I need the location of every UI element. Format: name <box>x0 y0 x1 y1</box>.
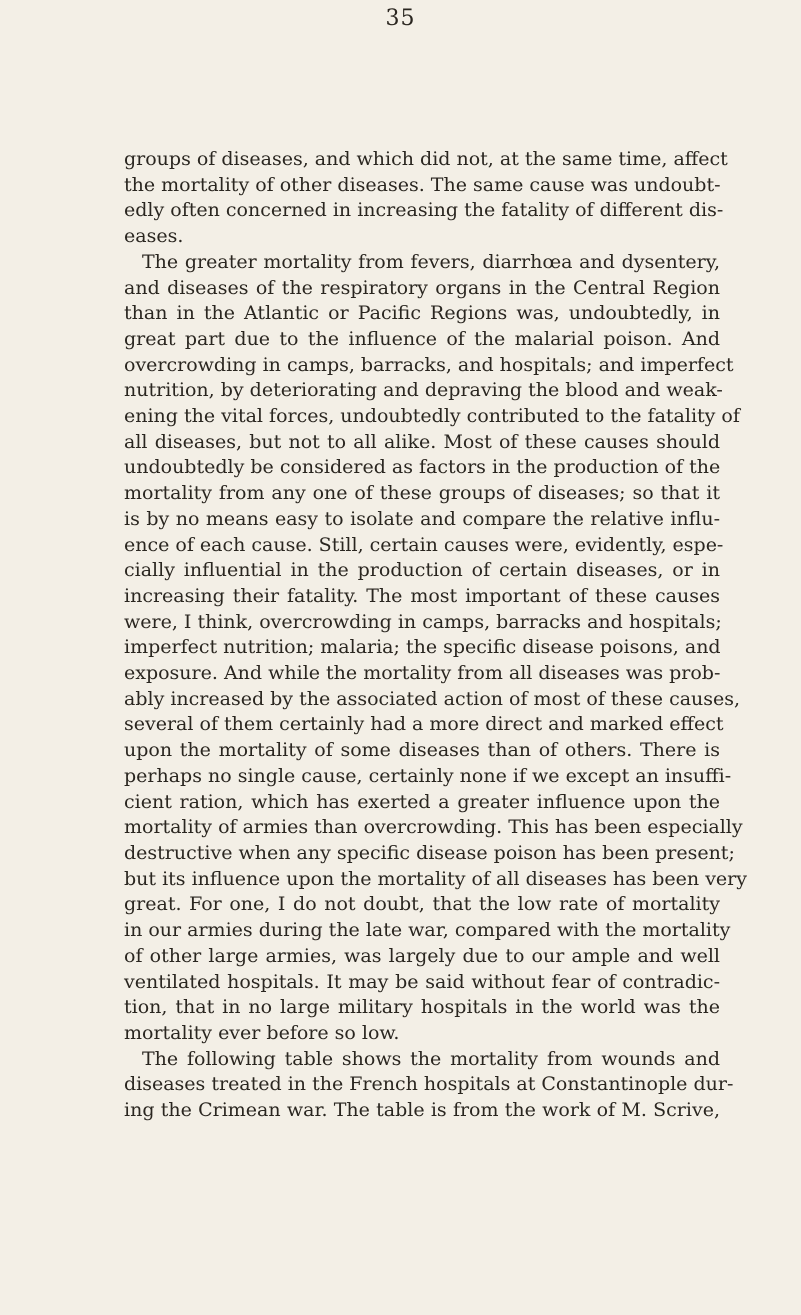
text-line: great. For one, I do not doubt, that the low rate of mortality <box>124 893 720 916</box>
text-line: ening the vital forces, undoubtedly contributed to the fatality of <box>124 405 740 428</box>
text-line: overcrowding in camps, barracks, and hospitals; and imperfect <box>124 353 734 376</box>
text-line: destructive when any specific disease poison has been present; <box>124 841 735 864</box>
text-line: mortality from any one of these groups of diseases; so that it <box>124 482 720 505</box>
text-line: but its influence upon the mortality of all diseases has been very <box>124 867 747 890</box>
text-line: cially influential in the production of certain diseases, or in <box>124 559 720 582</box>
text-line: mortality ever before so low. <box>124 1021 400 1044</box>
text-line: perhaps no single cause, certainly none if we except an insuffi- <box>124 764 732 787</box>
text-line: were, I think, overcrowding in camps, barracks and hospitals; <box>124 610 722 633</box>
text-line: nutrition, by deteriorating and depraving the blood and weak- <box>124 379 723 402</box>
text-line: groups of diseases, and which did not, at the same time, affect <box>124 148 728 170</box>
body-text <box>124 147 747 1124</box>
text-line: in our armies during the late war, compared with the mortality <box>124 919 731 942</box>
text-line: The greater mortality from fevers, diarrhœa and dysentery, <box>142 250 720 273</box>
text-line: cient ration, which has exerted a greater influence upon the <box>124 790 720 813</box>
text-line: increasing their fatality. The most important of these causes <box>124 584 720 607</box>
text-line: mortality of armies than overcrowding. This has been especially <box>124 816 743 839</box>
text-line: exposure. And while the mortality from all diseases was prob- <box>124 662 721 685</box>
text-line: ence of each cause. Still, certain causes were, evidently, espe- <box>124 533 724 556</box>
text-line: and diseases of the respiratory organs in the Central Region <box>124 276 720 299</box>
text-line: is by no means easy to isolate and compare the relative influ- <box>124 507 720 530</box>
text-line: edly often concerned in increasing the fatality of different dis- <box>124 199 724 222</box>
text-line: than in the Atlantic or Pacific Regions was, undoubtedly, in <box>124 302 720 325</box>
text-line: eases. <box>124 225 184 248</box>
text-line: all diseases, but not to all alike. Most of these causes should <box>124 430 720 453</box>
text-line: tion, that in no large military hospitals in the world was the <box>124 996 720 1019</box>
text-line: of other large armies, was largely due to our ample and well <box>124 944 720 967</box>
text-line: upon the mortality of some diseases than of others. There is <box>124 739 720 762</box>
text-line: diseases treated in the French hospitals at Constantinople dur- <box>124 1073 734 1096</box>
text-line: ably increased by the associated action of most of these causes, <box>124 687 741 710</box>
text-line: undoubtedly be considered as factors in the production of the <box>124 456 721 479</box>
text-line: several of them certainly had a more direct and marked effect <box>124 713 724 736</box>
page-number: 35 <box>385 6 416 31</box>
text-line: The following table shows the mortality from wounds and <box>142 1047 720 1070</box>
text-line: imperfect nutrition; malaria; the specific disease poisons, and <box>124 636 721 659</box>
text-line: ing the Crimean war. The table is from the work of M. Scrive, <box>124 1099 720 1122</box>
text-line: great part due to the influence of the malarial poison. And <box>124 327 720 350</box>
text-line: the mortality of other diseases. The same cause was undoubt- <box>124 173 721 196</box>
text-line: ventilated hospitals. It may be said without fear of contradic- <box>124 970 720 993</box>
